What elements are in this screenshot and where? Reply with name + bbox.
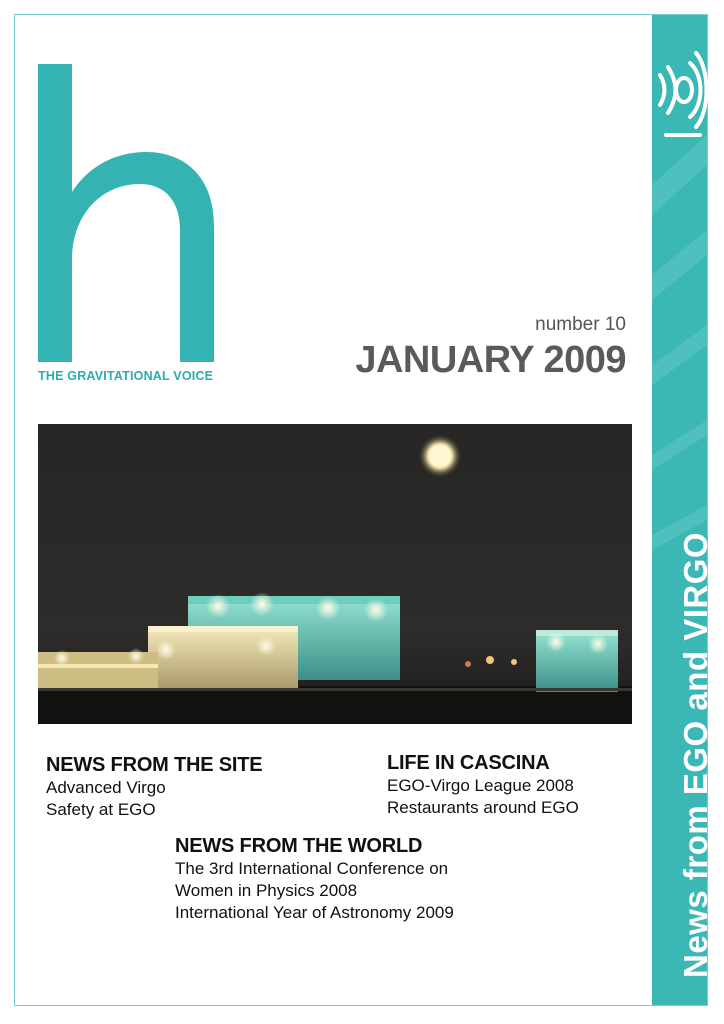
section-heading: LIFE IN CASCINA — [387, 752, 550, 774]
h-logo-icon — [38, 64, 214, 362]
list-item: Advanced Virgo — [46, 778, 166, 797]
list-item: The 3rd International Conference on — [175, 859, 449, 878]
section-life-in-cascina — [387, 751, 579, 819]
issue-date: JANUARY 2009 — [355, 339, 626, 381]
site-photo — [38, 424, 632, 724]
list-item: EGO-Virgo League 2008 — [387, 776, 574, 795]
section-news-from-world — [175, 834, 454, 924]
ego-waves-logo-icon — [656, 35, 704, 145]
section-heading: NEWS FROM THE SITE — [46, 754, 263, 776]
list-item: International Year of Astronomy 2009 — [175, 903, 454, 922]
section-heading: NEWS FROM THE WORLD — [175, 835, 423, 857]
tagline: THE GRAVITATIONAL VOICE — [38, 369, 214, 383]
list-item: Restaurants around EGO — [387, 798, 579, 817]
issue-number: number 10 — [535, 314, 626, 335]
list-item: Safety at EGO — [46, 800, 156, 819]
section-news-from-site — [46, 753, 262, 821]
sidebar — [652, 15, 714, 1005]
list-item: Women in Physics 2008 — [175, 881, 358, 900]
sidebar-title: News from EGO and VIRGO — [677, 531, 714, 978]
